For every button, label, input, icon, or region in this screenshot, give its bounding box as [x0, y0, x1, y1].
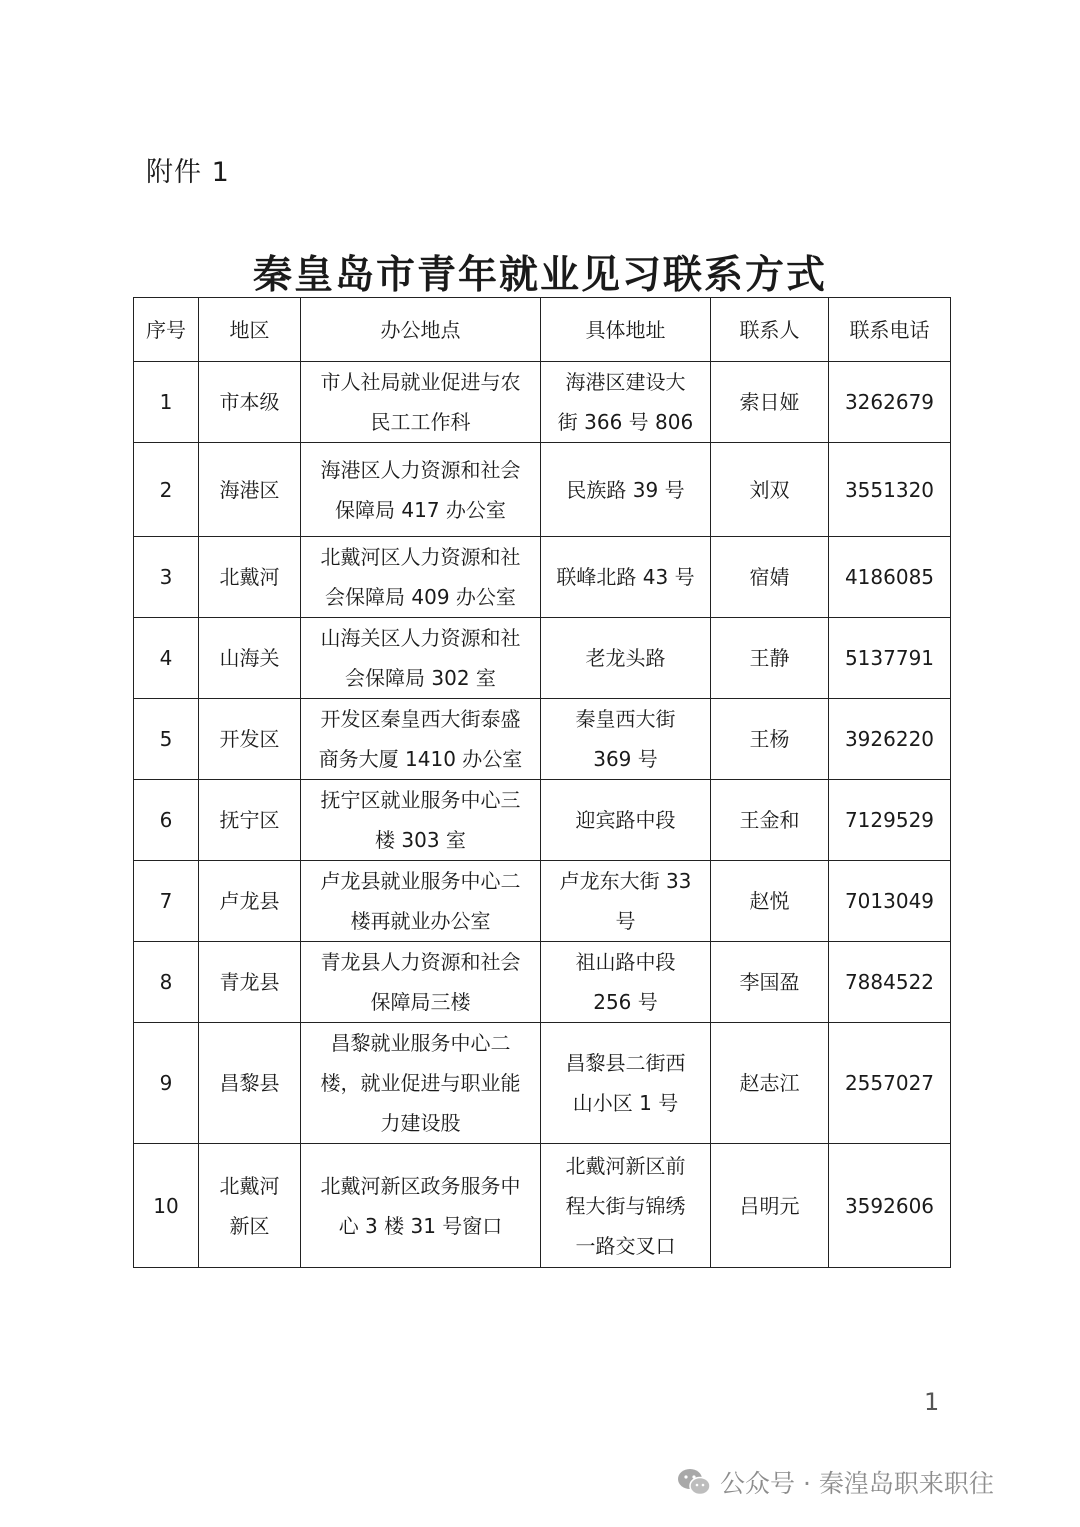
cell-index: 6: [134, 780, 199, 861]
table-row: [134, 443, 951, 537]
cell-district: 开发区: [199, 699, 301, 780]
cell-address: 北戴河新区前 程大街与锦绣 一路交叉口: [541, 1144, 711, 1268]
cell-district: 北戴河: [199, 537, 301, 618]
attachment-label: 附件 1: [146, 157, 230, 188]
cell-district: 青龙县: [199, 942, 301, 1023]
watermark-text: 公众号 · 秦湟岛职来职往: [720, 1469, 994, 1498]
cell-district: 市本级: [199, 362, 301, 443]
table-row: [134, 362, 951, 443]
cell-office: 北戴河区人力资源和社 会保障局 409 办公室: [301, 537, 541, 618]
watermark: [676, 1464, 994, 1500]
document-title: 秦皇岛市青年就业见习联系方式: [252, 253, 827, 298]
table-row: [134, 1023, 951, 1144]
cell-index: 5: [134, 699, 199, 780]
table-row: [134, 1144, 951, 1268]
cell-phone: 7884522: [829, 942, 951, 1023]
cell-district: 昌黎县: [199, 1023, 301, 1144]
cell-address: 老龙头路: [541, 618, 711, 699]
cell-phone: 3551320: [829, 443, 951, 537]
cell-district: 卢龙县: [199, 861, 301, 942]
cell-index: 7: [134, 861, 199, 942]
cell-address: 迎宾路中段: [541, 780, 711, 861]
cell-office: 青龙县人力资源和社会 保障局三楼: [301, 942, 541, 1023]
header-cell: 联系电话: [829, 298, 951, 362]
cell-index: 2: [134, 443, 199, 537]
cell-district: 山海关: [199, 618, 301, 699]
cell-phone: 3592606: [829, 1144, 951, 1268]
cell-index: 1: [134, 362, 199, 443]
cell-contact-person: 索日娅: [711, 362, 829, 443]
cell-district: 北戴河 新区: [199, 1144, 301, 1268]
cell-office: 市人社局就业促进与农 民工工作科: [301, 362, 541, 443]
cell-office: 昌黎就业服务中心二 楼，就业促进与职业能 力建设股: [301, 1023, 541, 1144]
cell-contact-person: 王静: [711, 618, 829, 699]
cell-index: 4: [134, 618, 199, 699]
cell-index: 9: [134, 1023, 199, 1144]
wechat-icon: [676, 1467, 712, 1497]
table-row: [134, 942, 951, 1023]
cell-office: 开发区秦皇西大街泰盛 商务大厦 1410 办公室: [301, 699, 541, 780]
header-cell: 地区: [199, 298, 301, 362]
cell-phone: 4186085: [829, 537, 951, 618]
cell-phone: 3262679: [829, 362, 951, 443]
cell-contact-person: 赵志江: [711, 1023, 829, 1144]
cell-address: 海港区建设大 街 366 号 806: [541, 362, 711, 443]
contact-table: [133, 297, 951, 1268]
header-cell: 联系人: [711, 298, 829, 362]
table-row: [134, 780, 951, 861]
cell-phone: 5137791: [829, 618, 951, 699]
cell-phone: 2557027: [829, 1023, 951, 1144]
cell-contact-person: 李国盈: [711, 942, 829, 1023]
table-row: [134, 861, 951, 942]
cell-address: 秦皇西大街 369 号: [541, 699, 711, 780]
header-cell: 办公地点: [301, 298, 541, 362]
cell-office: 海港区人力资源和社会 保障局 417 办公室: [301, 443, 541, 537]
table-row: [134, 699, 951, 780]
cell-phone: 3926220: [829, 699, 951, 780]
cell-office: 北戴河新区政务服务中 心 3 楼 31 号窗口: [301, 1144, 541, 1268]
cell-index: 10: [134, 1144, 199, 1268]
table-body: [134, 362, 951, 1268]
cell-address: 卢龙东大街 33 号: [541, 861, 711, 942]
cell-district: 海港区: [199, 443, 301, 537]
cell-contact-person: 王杨: [711, 699, 829, 780]
table-header-row: [134, 298, 951, 362]
cell-contact-person: 王金和: [711, 780, 829, 861]
table-row: [134, 537, 951, 618]
cell-phone: 7013049: [829, 861, 951, 942]
cell-office: 抚宁区就业服务中心三 楼 303 室: [301, 780, 541, 861]
page-number: 1: [924, 1388, 940, 1416]
header-cell: 序号: [134, 298, 199, 362]
cell-index: 3: [134, 537, 199, 618]
cell-district: 抚宁区: [199, 780, 301, 861]
cell-office: 山海关区人力资源和社 会保障局 302 室: [301, 618, 541, 699]
cell-index: 8: [134, 942, 199, 1023]
cell-address: 祖山路中段 256 号: [541, 942, 711, 1023]
table-row: [134, 618, 951, 699]
cell-contact-person: 吕明元: [711, 1144, 829, 1268]
cell-contact-person: 宿婧: [711, 537, 829, 618]
cell-phone: 7129529: [829, 780, 951, 861]
cell-contact-person: 刘双: [711, 443, 829, 537]
cell-address: 民族路 39 号: [541, 443, 711, 537]
cell-address: 联峰北路 43 号: [541, 537, 711, 618]
cell-contact-person: 赵悦: [711, 861, 829, 942]
cell-address: 昌黎县二街西 山小区 1 号: [541, 1023, 711, 1144]
header-cell: 具体地址: [541, 298, 711, 362]
cell-office: 卢龙县就业服务中心二 楼再就业办公室: [301, 861, 541, 942]
